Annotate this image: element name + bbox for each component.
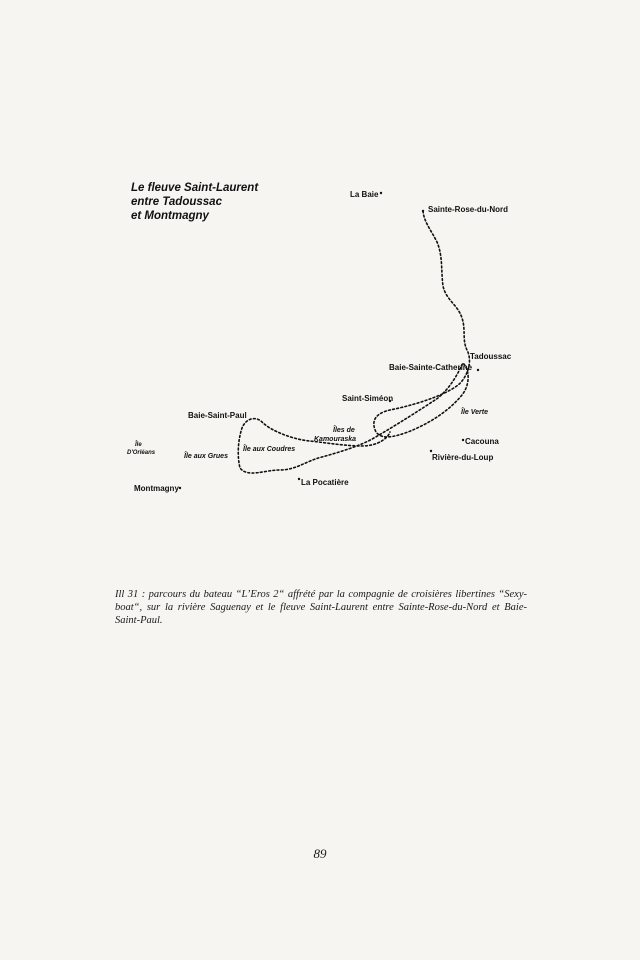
label-tadoussac: Tadoussac	[470, 352, 512, 361]
label-saint-simeon: Saint-Siméon	[342, 394, 394, 403]
map-title-line-1: Le fleuve Saint-Laurent	[131, 182, 259, 194]
map-title-line-2: entre Tadoussac	[131, 196, 222, 208]
label-ile-verte: Île Verte	[461, 409, 488, 416]
la-baie-marker	[380, 192, 382, 194]
label-ile-d-orleans-1: Île	[135, 442, 142, 448]
label-cacouna: Cacouna	[465, 437, 499, 446]
label-baie-saint-paul: Baie-Saint-Paul	[188, 411, 247, 420]
label-riviere-du-loup: Rivière-du-Loup	[432, 453, 494, 462]
page-number: 89	[313, 846, 327, 861]
map-title-line-3: et Montmagny	[131, 210, 209, 222]
la-pocatiere-marker	[298, 478, 300, 480]
label-ile-aux-coudres: Île aux Coudres	[243, 446, 296, 453]
label-baie-sainte-catherine: Baie-Sainte-Catherine	[389, 363, 473, 372]
label-la-pocatiere: La Pocatière	[301, 478, 349, 487]
label-ile-aux-grues: Île aux Grues	[184, 453, 228, 460]
montmagny-marker	[179, 487, 181, 489]
label-montmagny: Montmagny	[134, 484, 179, 493]
riviere-du-loup-marker	[430, 450, 432, 452]
label-iles-de-kamouraska-2: Kamouraska	[314, 436, 357, 443]
label-iles-de-kamouraska-1: Îles de	[333, 427, 355, 434]
sainte-rose-du-nord-marker	[422, 210, 424, 212]
label-sainte-rose-du-nord: Sainte-Rose-du-Nord	[428, 205, 508, 214]
figure-caption: Ill 31 : parcours du bateau “L’Eros 2“ affrété par la compagnie de croisières libertines “Sexy-boat“, sur la rivière Saguenay et le fleuve Saint-Laurent entre Sainte-Rose-du-Nord et Baie-Saint-Paul.	[115, 589, 527, 626]
cacouna-marker	[462, 439, 464, 441]
label-ile-d-orleans-2: D'Orléans	[127, 450, 156, 456]
label-la-baie: La Baie	[350, 190, 379, 199]
tadoussac-marker	[477, 369, 479, 371]
